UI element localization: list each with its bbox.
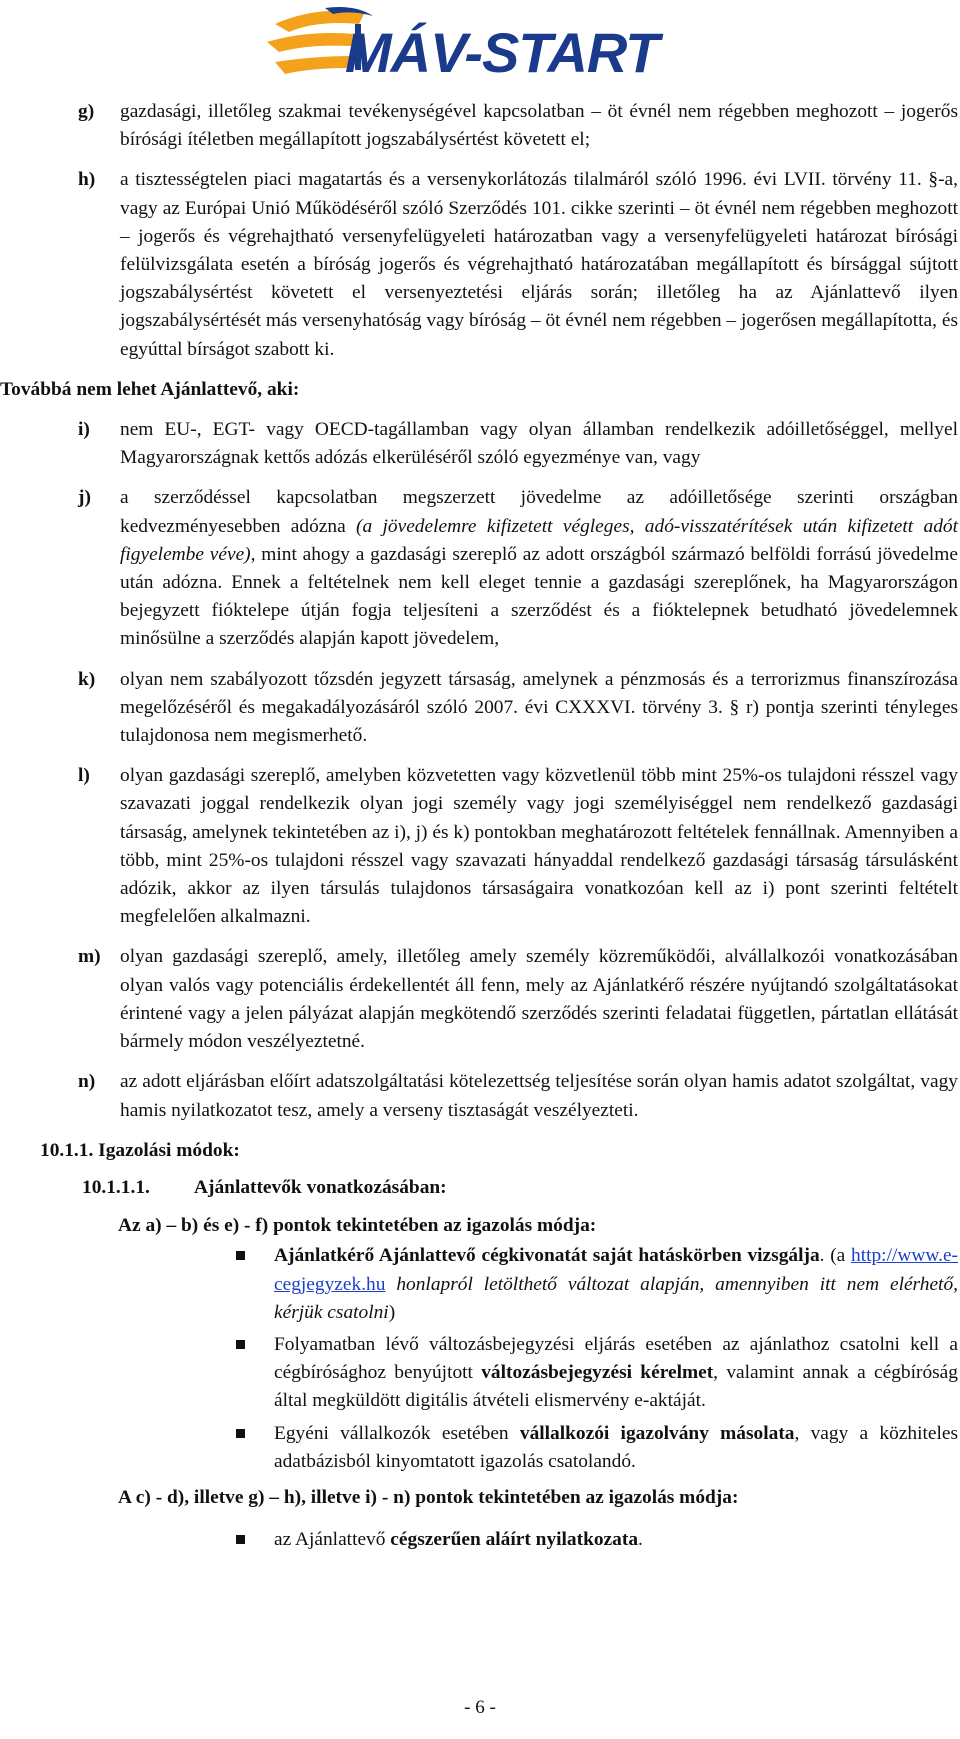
bullet-item bbox=[0, 1242, 958, 1327]
item-text-part: , mint ahogy a gazdasági szereplő az adott országból származó belföldi forrású jövedelme után adózna. Ennek a feltételnek nem kell eleget tennie a gazdasági szereplőnek, ha Magyarországon bejegyzett fióktelepe útján fogja teljesíteni a szerződést és a fióktelepnek betudható jövedelemnek minősülne a szerződés alapján kapott jövedelem, bbox=[120, 543, 958, 650]
e-cegjegyzek-link[interactable]: http://www.e-cegjegyzek.hu bbox=[274, 1245, 959, 1295]
heading-number: 10.1.1.1. bbox=[82, 1176, 150, 1198]
item-text: olyan nem szabályozott tőzsdén jegyzett társaság, amelynek a pénzmosás és a terrorizmus finanszírozása megelőzéséről és megakadályozásáról szóló 2007. évi CXXXVI. törvény 3. § r) pontja szerinti tényleges tulajdonosa nem megismerhető. bbox=[120, 668, 958, 747]
list-item-n bbox=[0, 1068, 958, 1124]
item-text: olyan gazdasági szereplő, amelyben közvetetten vagy közvetlenül több mint 25%-os tulajdoni résszel vagy szavazati joggal rendelkezik olyan jogi személy vagy jogi személyiséggel nem rendelkező gazdasági társaság, amelynek tekintetében az i), j) és k) pontokban meghatározott feltételek fennállnak. Amennyiben a több, mint 25%-os tulajdoni résszel vagy szavazati hányaddal rendelkező gazdasági társaság társulásként adózik, akkor az ilyen társulás tulajdonos társaságaira vonatkozóan kell az i) pont szerinti feltételt megfelelően alkalmazni. bbox=[120, 765, 958, 928]
bullet-bold-text: Ajánlatkérő Ajánlattevő cégkivonatát saját hatáskörben vizsgálja bbox=[274, 1245, 820, 1267]
bullet-item bbox=[0, 1526, 958, 1554]
bullet-bold-text: változásbejegyzési kérelmet bbox=[481, 1362, 714, 1384]
bullet-text: , vagy a közhiteles adatbázisból kinyomtatott igazolás csatolandó. bbox=[274, 1422, 958, 1472]
subheading-proof-a-b-e-f: Az a) – b) és e) - f) pontok tekintetében az igazolás módja: bbox=[118, 1215, 597, 1237]
list-item-l bbox=[0, 762, 958, 931]
bullet-text: . (a bbox=[819, 1245, 852, 1267]
item-text: nem EU-, EGT- vagy OECD-tagállamban vagy olyan államban rendelkezik adóilletőséggel, mellyel Magyarországnak kettős adózás elkerüléséről szóló egyezménye van, vagy bbox=[120, 419, 958, 469]
item-text bbox=[120, 484, 958, 653]
bullet-bold-text: vállalkozói igazolvány másolata bbox=[519, 1422, 795, 1444]
bullet-bold-text: cégszerűen aláírt nyilatkozata bbox=[390, 1529, 639, 1551]
list-item-m bbox=[0, 943, 958, 1056]
document-body bbox=[0, 98, 960, 1558]
bullet-text: . bbox=[638, 1529, 643, 1551]
list-item-k bbox=[0, 666, 958, 751]
item-label: j) bbox=[78, 487, 91, 509]
subheading-proof-c-d-g-h-i-n: A c) - d), illetve g) – h), illetve i) - n) pontok tekintetében az igazolás módja: bbox=[118, 1486, 739, 1508]
list-item-i bbox=[0, 416, 958, 472]
section-heading-10-1-1-1 bbox=[0, 1174, 960, 1202]
bullet-item bbox=[0, 1420, 958, 1476]
item-label: n) bbox=[78, 1071, 96, 1093]
item-label: h) bbox=[78, 169, 96, 191]
item-text: gazdasági, illetőleg szakmai tevékenységével kapcsolatban – öt évnél nem régebben meghozott – jogerős bírósági ítéletben megállapított jogszabálysértést követett el; bbox=[120, 101, 958, 151]
heading-text: Ajánlattevők vonatkozásában: bbox=[194, 1176, 447, 1198]
page-number: - 6 - bbox=[464, 1697, 496, 1718]
item-label: g) bbox=[78, 101, 95, 122]
list-item-g bbox=[0, 98, 958, 154]
item-text: a tisztességtelen piaci magatartás és a versenykorlátozás tilalmáról szóló 1996. évi LVII. törvény 11. §-a, vagy az Európai Unió Működéséről szóló Szerződés 101. cikke szerinti – öt évnél nem régebben meghozott – jogerős és végrehajtható versenyfelügyeleti határozatban vagy a versenyfelügyeleti határozat bírósági felülvizsgálata esetén a bíróság jogerős és végrehajtható határozatában megállapított és bírsággal sújtott jogszabálysértést követett el versenyeztetési eljárás során; illetőleg ha az Ajánlattevő ilyen jogszabálysértését más versenyhatóság vagy bíróság – öt évnél nem régebben – jogerősen megállapította, és egyúttal bírságot szabott ki. bbox=[120, 169, 958, 360]
item-label: k) bbox=[78, 668, 96, 690]
section-heading-10-1-1: 10.1.1. Igazolási módok: bbox=[40, 1139, 240, 1161]
square-bullet-icon bbox=[236, 1535, 245, 1544]
section-intro: Továbbá nem lehet Ajánlattevő, aki: bbox=[0, 378, 300, 400]
logo-wordmark: MÁV-START bbox=[345, 21, 659, 84]
item-label: l) bbox=[78, 765, 90, 787]
list-item-j bbox=[0, 484, 958, 653]
bullet-item bbox=[0, 1331, 958, 1416]
bullet-text: Egyéni vállalkozók esetében bbox=[274, 1422, 520, 1444]
bullet-text: , valamint annak a cégbíróság által megküldött digitális átvételi elismervény e-aktáját. bbox=[274, 1362, 958, 1412]
item-label: i) bbox=[78, 419, 90, 441]
bullet-text: az Ajánlattevő bbox=[274, 1529, 391, 1551]
item-text: az adott eljárásban előírt adatszolgáltatási kötelezettség teljesítése során olyan hamis adatot szolgáltat, vagy hamis nyilatkozatot tesz, amely a verseny tisztaságát veszélyezteti. bbox=[120, 1071, 958, 1121]
item-text-part: a szerződéssel kapcsolatban megszerzett jövedelme az adóilletősége szerinti országban kedvezményesebben adózna bbox=[120, 487, 958, 537]
item-label: m) bbox=[78, 946, 101, 968]
bullet-text: Folyamatban lévő változásbejegyzési eljárás esetében az ajánlathoz csatolni kell a cégbírósághoz benyújtott bbox=[274, 1333, 958, 1384]
item-text-italic: (a jövedelemre kifizetett végleges, adó-visszatérítések után kifizetett adót figyelembe véve) bbox=[120, 515, 958, 565]
bullet-italic-text: honlapról letölthető változat alapján, amennyiben itt nem elérhető, kérjük csatolni bbox=[274, 1273, 958, 1323]
square-bullet-icon bbox=[236, 1429, 245, 1438]
item-text: olyan gazdasági szereplő, amely, illetőleg amely személy közreműködői, alvállalkozói vonatkozásában olyan valós vagy potenciális érdekellentét áll fenn, mely az Ajánlatkérő részére nyújtandó szolgáltatásokat érintené vagy a jelen pályázat alapján megkötendő szerződés szerinti feladatai független, pártatlan ellátását bármely módon veszélyeztetné. bbox=[120, 946, 958, 1053]
mav-start-logo bbox=[255, 4, 675, 90]
square-bullet-icon bbox=[236, 1251, 245, 1260]
square-bullet-icon bbox=[236, 1340, 245, 1349]
list-item-h bbox=[0, 166, 958, 363]
bullet-text: ) bbox=[388, 1301, 396, 1323]
